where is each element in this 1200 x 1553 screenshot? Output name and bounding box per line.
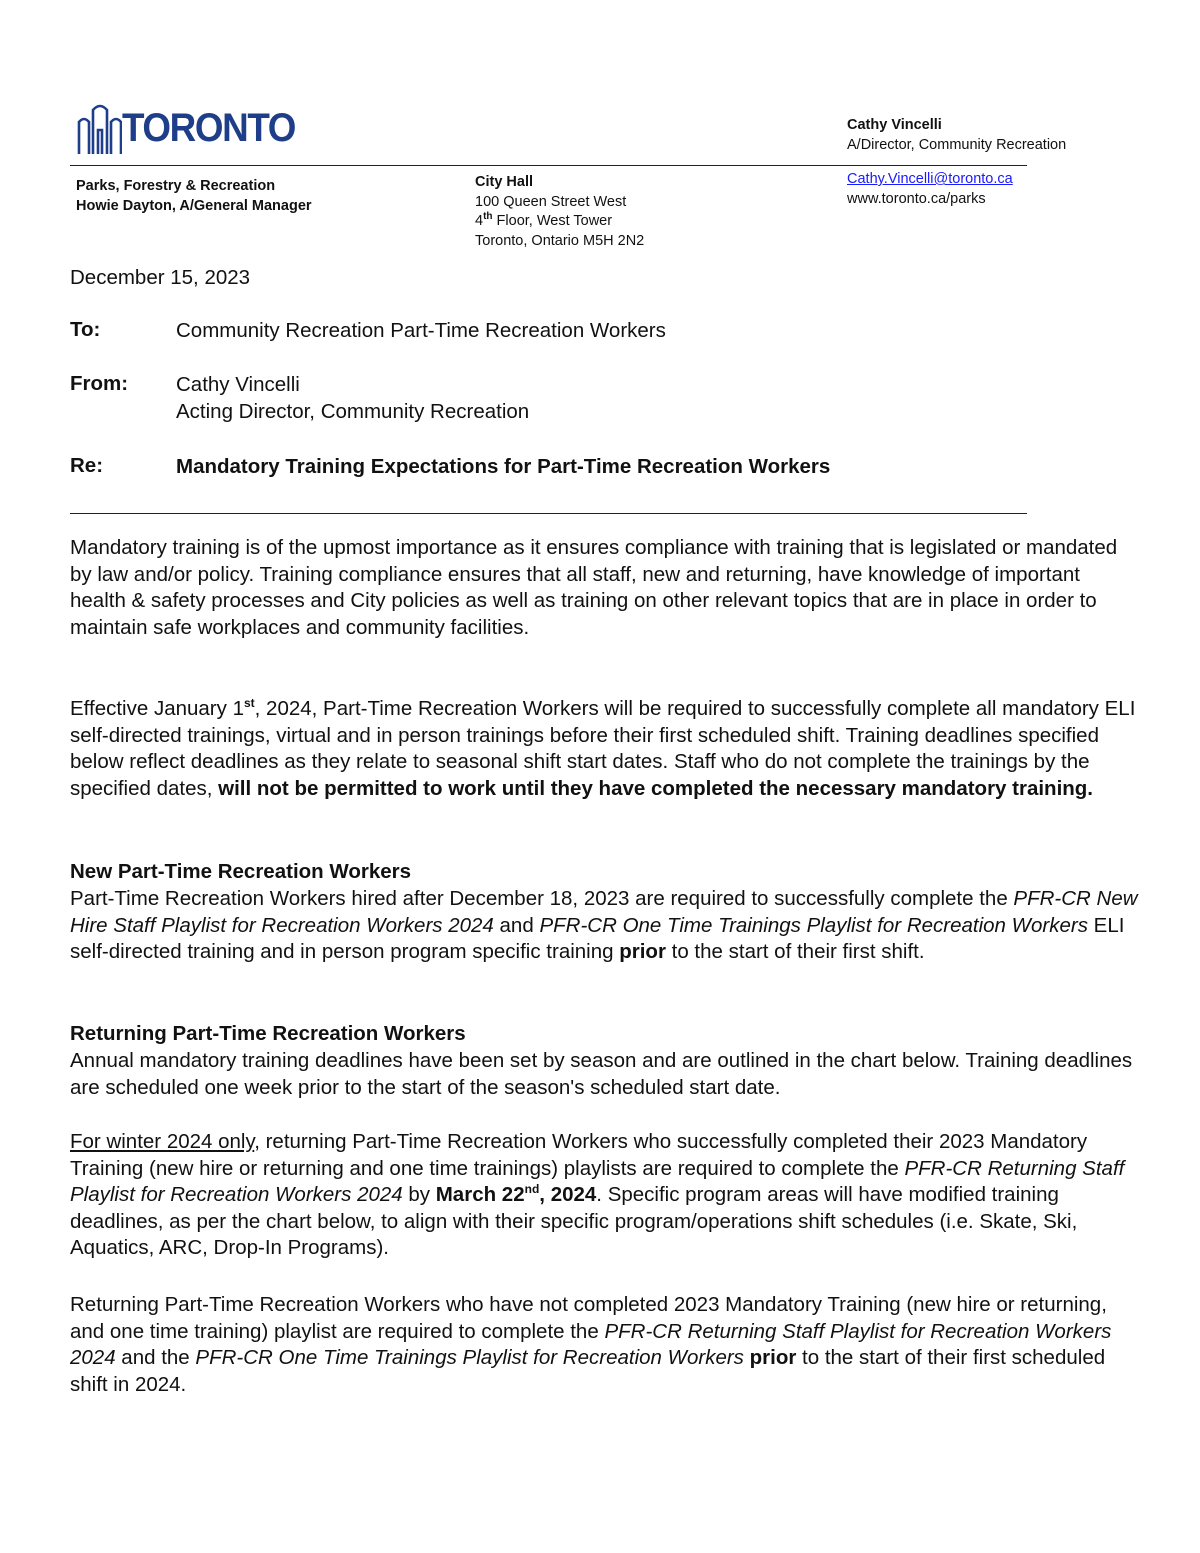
toronto-logo	[76, 100, 296, 158]
from-title: Acting Director, Community Recreation	[176, 399, 530, 423]
from-label: From:	[70, 372, 129, 395]
p3-text-a: Part-Time Recreation Workers hired after December 18, 2023 are required to successfully complete the	[70, 887, 1014, 910]
p3-text-d: to the start of their first shift.	[665, 940, 925, 963]
p6-text-a: Returning Part-Time Recreation Workers who have not completed 2023 Mandatory Training (new hire or returning, and one time training) playlist are required to complete the	[70, 1293, 1107, 1343]
p6-italic-1: PFR-CR Returning Staff Playlist for Recreation Workers 2024	[70, 1319, 1112, 1369]
p6-bold: prior	[749, 1346, 797, 1369]
division-block	[76, 177, 312, 216]
p5-text-c: . Specific program areas will have modified training deadlines, as per the chart below, to align with their specific program/operations shift schedules (i.e. Skate, Ski, Aquatics, ARC, Drop-In Programs).	[70, 1183, 1078, 1259]
paragraph-new-workers	[70, 886, 1140, 966]
floor-rest: Floor, West Tower	[492, 213, 613, 229]
address-floor	[475, 212, 644, 232]
address-building: City Hall	[475, 174, 534, 190]
p6-text-b: and the	[115, 1346, 196, 1369]
p5-bold-1: March 22	[435, 1183, 525, 1206]
contact-title: A/Director, Community Recreation	[847, 136, 1067, 153]
floor-suffix: th	[483, 211, 493, 223]
re-label: Re:	[70, 454, 104, 477]
to-value: Community Recreation Part-Time Recreation Workers	[176, 319, 666, 342]
address-block	[475, 173, 644, 251]
p3-italic-2: PFR-CR One Time Trainings Playlist for Recreation Workers	[539, 913, 1088, 937]
p5-bold-2: , 2024	[539, 1183, 597, 1206]
heading-returning-workers: Returning Part-Time Recreation Workers	[70, 1022, 466, 1045]
p3-bold: prior	[619, 940, 666, 963]
p5-italic-1: PFR-CR Returning Staff Playlist for Recreation Workers 2024	[70, 1156, 1125, 1206]
p3-italic-1: PFR-CR New Hire Staff Playlist for Recreation Workers 2024	[70, 887, 1138, 937]
contact-name: Cathy Vincelli	[847, 117, 942, 133]
heading-new-workers: New Part-Time Recreation Workers	[70, 860, 412, 883]
paragraph-not-completed	[70, 1292, 1140, 1398]
memo-header-divider	[70, 513, 1027, 514]
paragraph-returning-deadlines: Annual mandatory training deadlines have been set by season and are outlined in the chart below. Training deadlines are scheduled one week prior to the start of the season's scheduled start date.	[70, 1049, 1133, 1099]
p2-text-b: , 2024, Part-Time Recreation Workers will be required to successfully complete all mandatory ELI self-directed trainings, virtual and in person trainings before their first scheduled shift. Training deadlines specified below reflect deadlines as they relate to seasonal shift start dates. Staff who do not complete the trainings by the specified dates,	[70, 697, 1136, 800]
paragraph-winter-2024	[70, 1129, 1140, 1262]
general-manager: Howie Dayton, A/General Manager	[76, 197, 312, 214]
p2-text-a: Effective January 1	[70, 697, 244, 720]
to-label: To:	[70, 318, 101, 341]
letterhead-divider	[70, 165, 1027, 166]
p6-italic-2: PFR-CR One Time Trainings Playlist for Recreation Workers	[195, 1346, 744, 1369]
p2-sup: st	[243, 696, 255, 711]
p3-text-c: ELI self-directed training and in person program specific training	[70, 913, 1125, 963]
paragraph-intro: Mandatory training is of the upmost importance as it ensures compliance with training that is legislated or mandated by law and/or policy. Training compliance ensures that all staff, new and returning, have knowledge of important health & safety processes and City policies as well as training on other relevant topics that are in place in order to maintain safe workplaces and community facilities.	[70, 536, 1118, 639]
contact-links	[847, 170, 1013, 209]
p3-text-b: and	[493, 913, 540, 937]
p6-text-d: to the start of their first scheduled shift in 2024.	[70, 1346, 1106, 1396]
p2-bold: will not be permitted to work until they have completed the necessary mandatory training.	[218, 776, 1093, 800]
p5-text-b: by	[402, 1183, 436, 1206]
contact-email-link[interactable]: Cathy.Vincelli@toronto.ca	[847, 171, 1013, 187]
memo-date: December 15, 2023	[70, 266, 251, 289]
from-block	[176, 372, 529, 425]
p5-sup: nd	[524, 1182, 540, 1197]
contact-block	[847, 116, 1066, 155]
division-name: Parks, Forestry & Recreation	[76, 178, 276, 194]
p5-underline: For winter 2024 only	[70, 1130, 255, 1153]
address-street: 100 Queen Street West	[475, 193, 627, 210]
address-city: Toronto, Ontario M5H 2N2	[475, 232, 645, 249]
city-hall-logo-icon	[76, 100, 122, 158]
floor-number: 4	[475, 213, 484, 229]
p5-text-a: , returning Part-Time Recreation Workers who successfully completed their 2023 Mandatory Training (new hire or returning and one time trainings) playlists are required to complete the	[70, 1130, 1088, 1180]
from-name: Cathy Vincelli	[176, 373, 300, 396]
contact-website: www.toronto.ca/parks	[847, 190, 986, 207]
logo-wordmark: TORONTO	[122, 106, 296, 150]
paragraph-effective	[70, 696, 1140, 802]
re-subject: Mandatory Training Expectations for Part-Time Recreation Workers	[176, 455, 831, 478]
